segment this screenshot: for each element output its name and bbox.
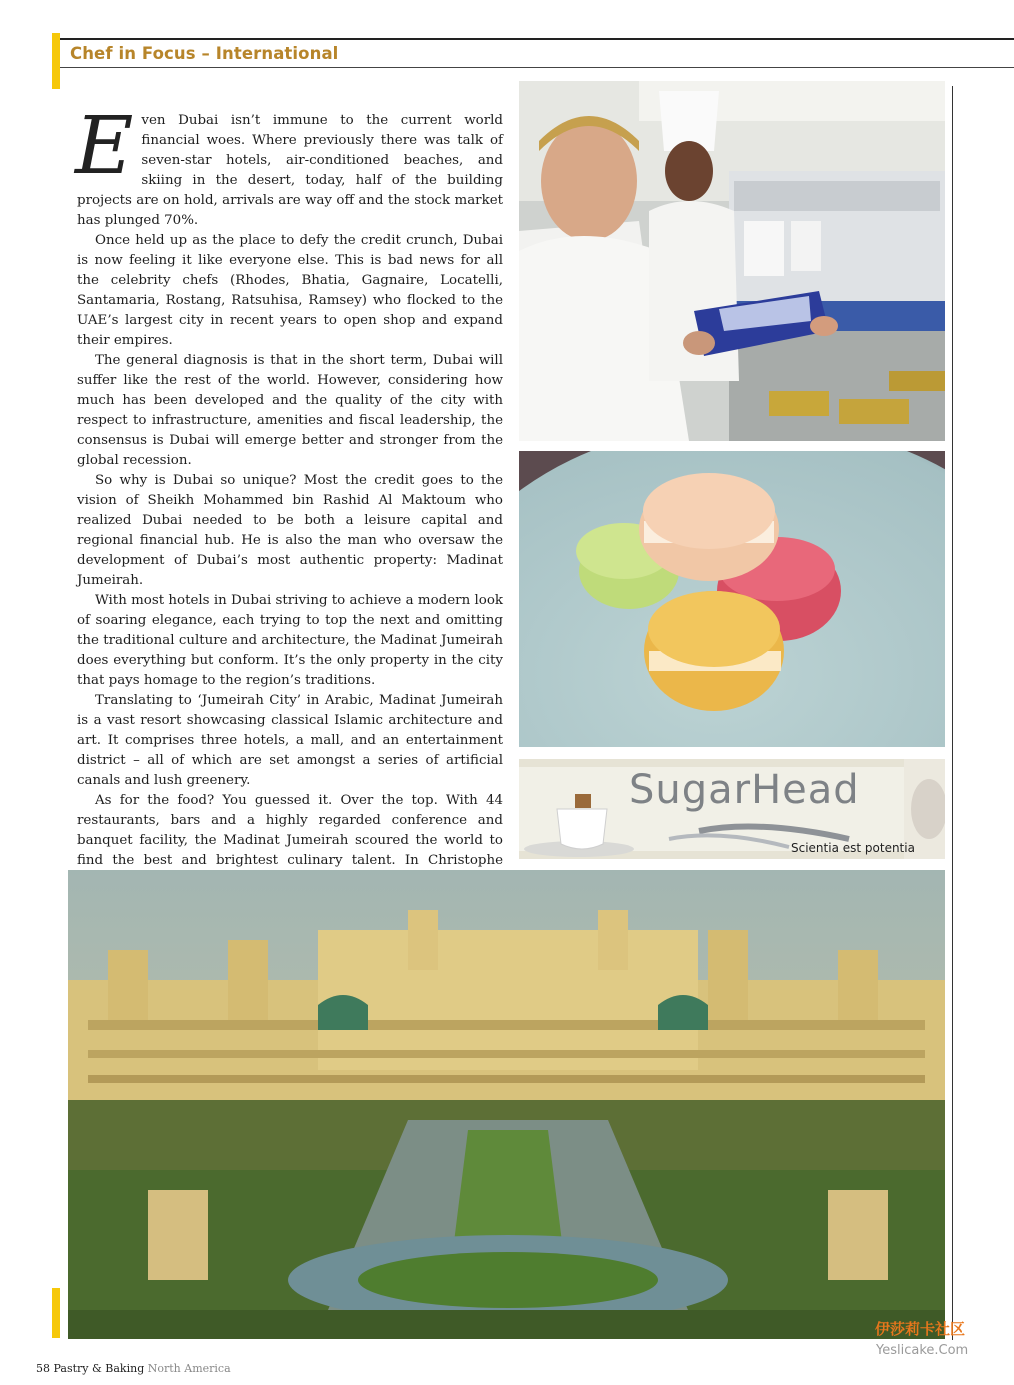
article-paragraph: Translating to ‘Jumeirah City’ in Arabic, Madinat Jumeirah is a vast resort showcasing classical Islamic architecture and art. It comprises three hotels, a mall, and an entertainment district – all of which are set amongst a series of artificial canals and lush greenery.: [77, 693, 503, 788]
top-rule: [60, 38, 1014, 40]
article-body: [75, 99, 503, 951]
hotel-photo: [68, 870, 945, 1339]
article-paragraph: The general diagnosis is that in the short term, Dubai will suffer like the rest of the world. However, considering how much has been developed and the quality of the city with respect to infrastructure, amenities and fiscal leadership, the consensus is Dubai will emerge better and stronger from the global recession.: [77, 353, 503, 468]
article-paragraph: Even Dubai isn’t immune to the current world financial woes. Where previously there was talk of seven-star hotels, air-conditioned beaches, and skiing in the desert, today, half of the building projects are on hold, arrivals are way off and the stock market has plunged 70%.: [75, 99, 503, 228]
drop-cap: E: [75, 99, 134, 192]
article-paragraph: As for the food? You guessed it. Over the top. With 44 restaurants, bars and a highly regarded conference and banquet facility, the Madinat Jumeirah scoured the world to find the best and brightest culinary talent. In Christophe: [77, 793, 503, 868]
chef-photo: [519, 81, 945, 441]
article-paragraph: Once held up as the place to defy the credit crunch, Dubai is now feeling it like everyone else. This is bad news for all the celebrity chefs (Rhodes, Bhatia, Gagnaire, Locatelli, Santamaria, Rostang, Ratsuhisa, Ramsey) who flocked to the UAE’s largest city in recent years to open shop and expand their empires.: [77, 233, 503, 348]
watermark-chinese: 伊莎莉卡社区: [875, 1320, 966, 1338]
macarons-photo: [519, 451, 945, 747]
watermark-site: Yeslicake.Com: [876, 1343, 969, 1358]
page-footer: [36, 1362, 231, 1375]
magazine-region: North America: [147, 1362, 231, 1375]
section-title: Chef in Focus – International: [70, 44, 339, 63]
sugarhead-ad: [519, 759, 945, 859]
ad-title: SugarHead: [629, 767, 860, 813]
magazine-name: Pastry & Baking: [53, 1362, 145, 1375]
article-paragraph: So why is Dubai so unique? Most the credit goes to the vision of Sheikh Mohammed bin Rashid Al Maktoum who realized Dubai needed to be both a leisure capital and regional financial hub. He is also the man who oversaw the development of Dubai’s most authentic property: Madinat Jumeirah.: [77, 473, 503, 588]
page-number: 58: [36, 1362, 50, 1375]
accent-bar: [52, 33, 60, 89]
ad-motto: Scientia est potentia: [791, 841, 915, 855]
article-paragraph: With most hotels in Dubai striving to achieve a modern look of soaring elegance, each trying to top the next and omitting the traditional culture and architecture, the Madinat Jumeirah does everything but conform. It’s the only property in the city that pays homage to the region’s traditions.: [77, 593, 503, 688]
accent-bar-bottom: [52, 1288, 60, 1338]
header-rule: [60, 67, 1014, 68]
column-rule: [952, 86, 953, 1340]
